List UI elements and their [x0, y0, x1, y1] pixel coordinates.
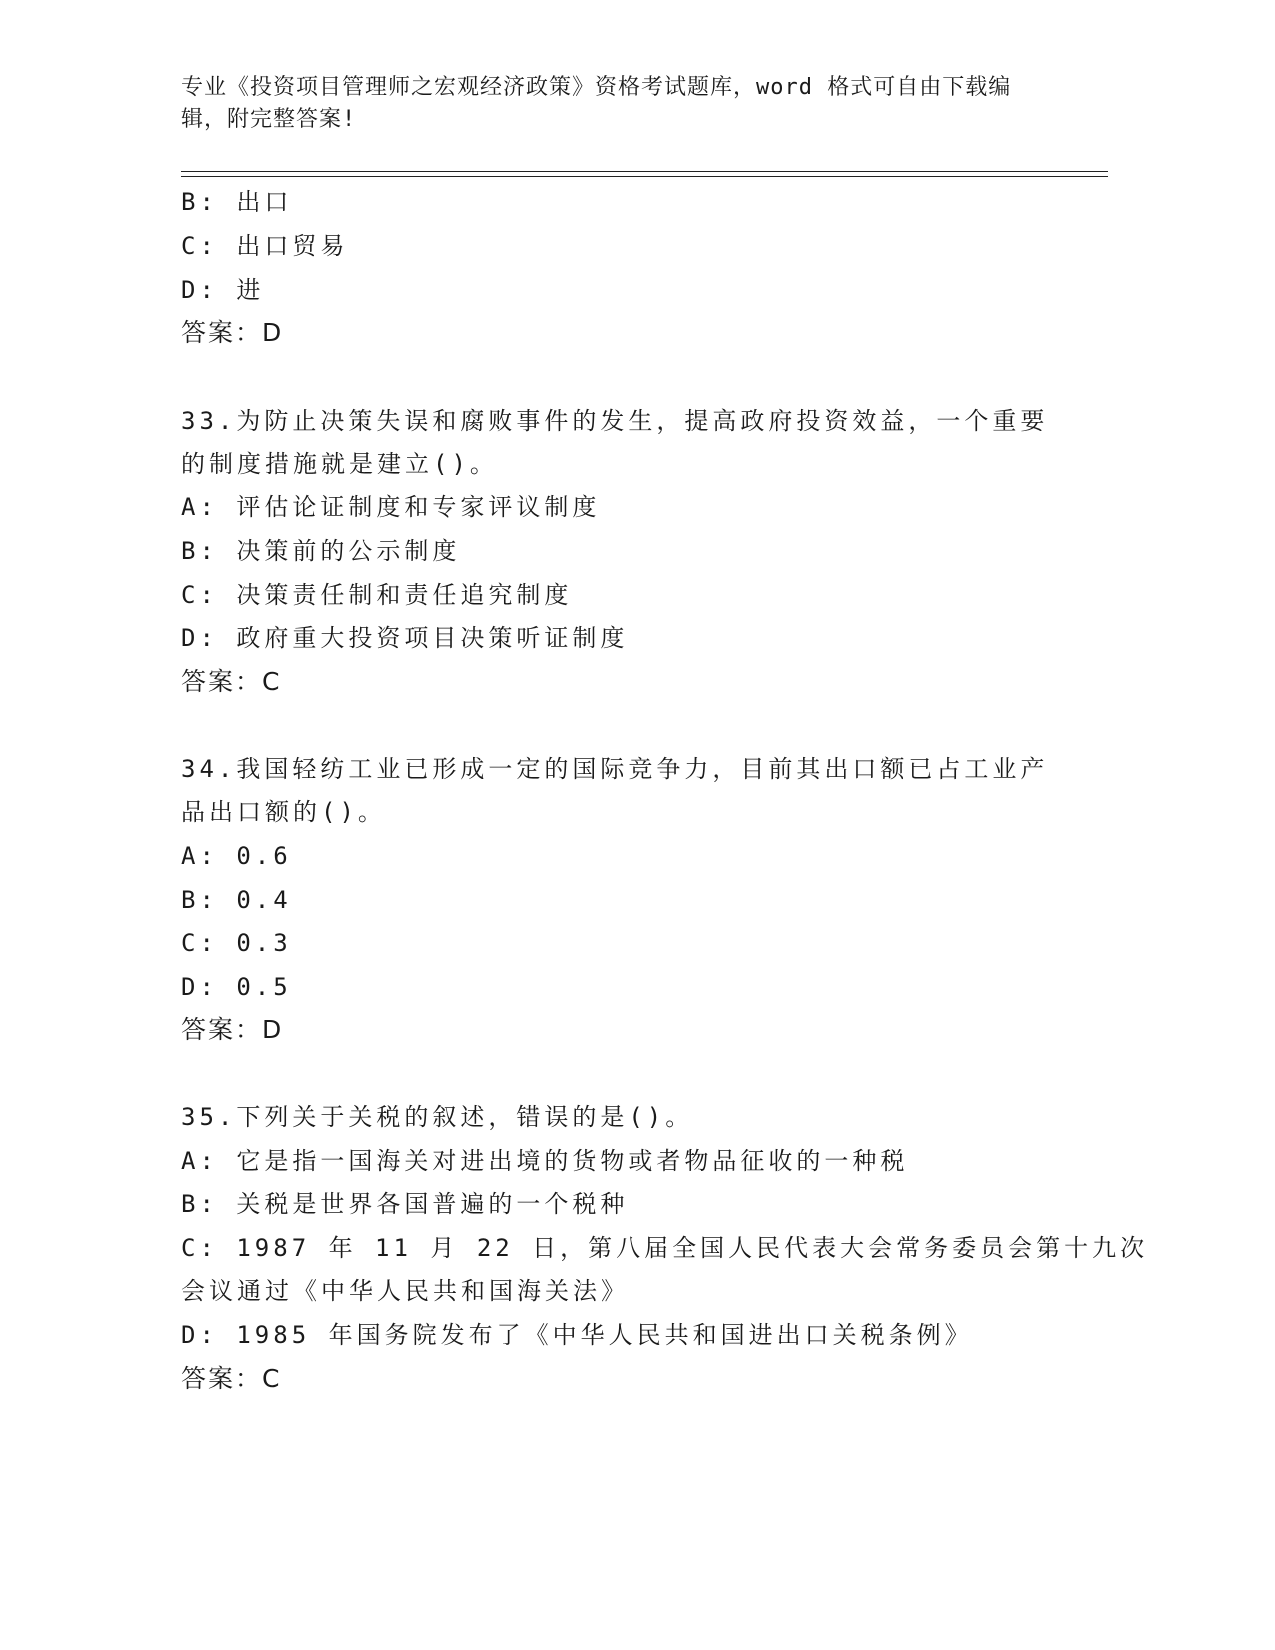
- q32-option-b: B: 出口: [181, 188, 293, 216]
- q34-option-a: A: 0.6: [181, 842, 292, 870]
- q35-stem-line-1: 35.下列关于关税的叙述，错误的是()。: [181, 1103, 694, 1131]
- q33-option-a: A: 评估论证制度和专家评议制度: [181, 493, 601, 521]
- q35-option-b: B: 关税是世界各国普遍的一个税种: [181, 1190, 629, 1218]
- document-header: [181, 72, 1061, 136]
- q32-option-c: C: 出口贸易: [181, 232, 349, 260]
- q32-option-d: D: 进: [181, 276, 265, 304]
- q35-option-a: A: 它是指一国海关对进出境的货物或者物品征收的一种税: [181, 1147, 909, 1175]
- q35-option-d: D: 1985 年国务院发布了《中华人民共和国进出口关税条例》: [181, 1321, 973, 1349]
- q33-stem-line-1: 33.为防止决策失误和腐败事件的发生，提高政府投资效益，一个重要: [181, 407, 1049, 435]
- q35-answer: 答案：C: [181, 1364, 282, 1393]
- q35-option-c-line-2: 会议通过《中华人民共和国海关法》: [181, 1277, 629, 1305]
- q33-answer: 答案：C: [181, 667, 282, 696]
- header-divider-bottom: [181, 176, 1108, 177]
- q34-stem-line-1: 34.我国轻纺工业已形成一定的国际竞争力，目前其出口额已占工业产: [181, 755, 1049, 783]
- q34-option-b: B: 0.4: [181, 886, 292, 914]
- q34-option-c: C: 0.3: [181, 929, 292, 957]
- q35-option-c-line-1: C: 1987 年 11 月 22 日，第八届全国人民代表大会常务委员会第十九次: [181, 1234, 1149, 1262]
- q34-stem-line-2: 品出口额的()。: [181, 798, 386, 826]
- q34-option-d: D: 0.5: [181, 973, 292, 1001]
- q33-option-b: B: 决策前的公示制度: [181, 537, 461, 565]
- q32-answer: 答案：D: [181, 318, 284, 347]
- header-line-2: 辑，附完整答案!: [181, 107, 357, 132]
- header-divider-top: [181, 171, 1108, 172]
- q33-stem-line-2: 的制度措施就是建立()。: [181, 450, 498, 478]
- q33-option-c: C: 决策责任制和责任追究制度: [181, 581, 573, 609]
- q33-option-d: D: 政府重大投资项目决策听证制度: [181, 624, 629, 652]
- q34-answer: 答案：D: [181, 1015, 284, 1044]
- header-line-1: 专业《投资项目管理师之宏观经济政策》资格考试题库，word 格式可自由下载编: [181, 75, 1012, 100]
